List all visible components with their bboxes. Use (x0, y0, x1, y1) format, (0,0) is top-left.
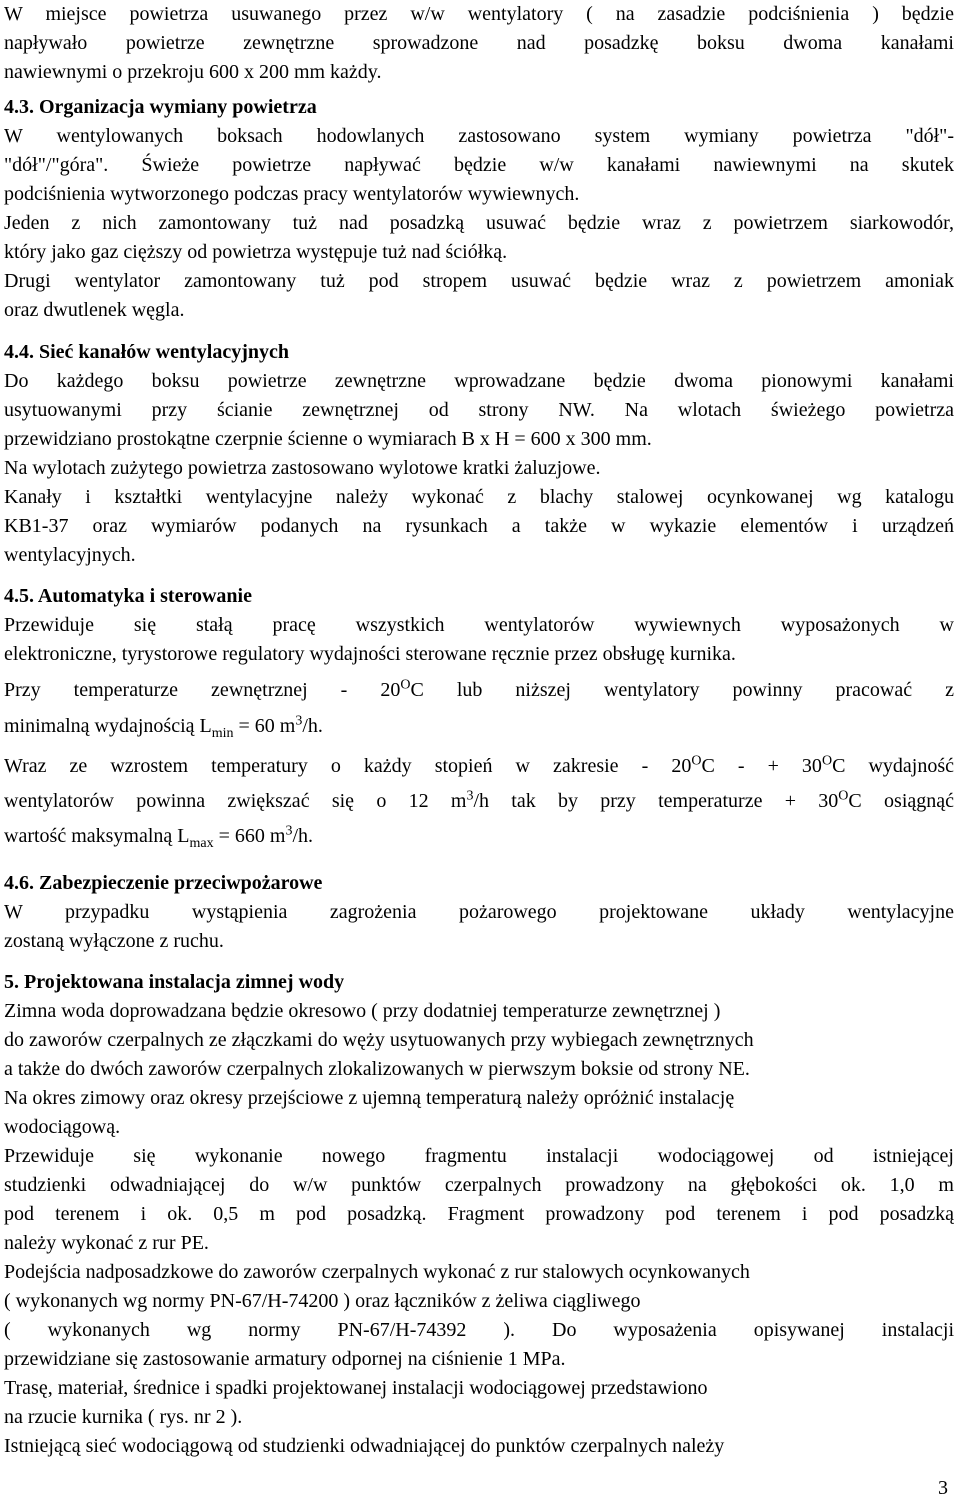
section-title: Organizacja wymiany powietrza (39, 96, 317, 118)
paragraph-line: Przewiduje się wykonanie nowego fragmentu instalacji wodociągowej od istniejącej (4, 1145, 954, 1167)
paragraph-line: podciśnienia wytworzonego podczas pracy wentylatorów wywiewnych. (4, 183, 580, 205)
section-heading-4-3 (4, 95, 954, 119)
section-heading-5 (4, 970, 954, 994)
paragraph-line: zostaną wyłączone z ruchu. (4, 930, 224, 952)
paragraph-line: pod terenem i ok. 0,5 m pod posadzką. Fragment prowadzony pod terenem i pod posadzką (4, 1203, 954, 1225)
paragraph-line: wodociągową. (4, 1116, 121, 1138)
paragraph-line: Drugi wentylator zamontowany tuż pod stropem usuwać będzie wraz z powietrzem amoniak (4, 270, 954, 292)
section-heading-4-6 (4, 871, 954, 895)
section-number: 4.4. (4, 341, 34, 363)
paragraph-line: przewidziane się zastosowanie armatury odpornej na ciśnienie 1 MPa. (4, 1348, 566, 1370)
paragraph-line: KB1-37 oraz wymiarów podanych na rysunkach a także w wykazie elementów i urządzeń (4, 515, 954, 537)
paragraph-line: Przewiduje się stałą pracę wszystkich wentylatorów wywiewnych wyposażonych w (4, 614, 954, 636)
paragraph-line: Zimna woda doprowadzana będzie okresowo ( przy dodatniej temperaturze zewnętrznej ) (4, 1000, 721, 1022)
paragraph-line: W miejsce powietrza usuwanego przez w/w wentylatory ( na zasadzie podciśnienia ) będzie (4, 3, 954, 25)
section-title: Projektowana instalacja zimnej wody (24, 971, 345, 993)
paragraph-line: który jako gaz cięższy od powietrza występuje tuż nad ściółką. (4, 241, 508, 263)
section-number: 4.5. (4, 585, 34, 607)
paragraph-line: na rzucie kurnika ( rys. nr 2 ). (4, 1406, 243, 1428)
section-heading-4-5 (4, 584, 954, 608)
formula-line: wartość maksymalną $L_{max} = 660$ $m^3/h$. (4, 824, 314, 848)
formula-line: minimalną wydajnością $L_{min} = 60$ $m^3/h$. (4, 714, 323, 738)
paragraph-line: ( wykonanych wg normy PN-67/H-74200 ) oraz łączników z żeliwa ciągliwego (4, 1290, 641, 1312)
paragraph-line: nawiewnymi o przekroju 600 x 200 mm każdy. (4, 61, 382, 83)
paragraph-line: Jeden z nich zamontowany tuż nad posadzką usuwać będzie wraz z powietrzem siarkowodór, (4, 212, 954, 234)
formula-line: wentylatorów powinna zwiększać się o 12 $m^3/h$ tak by przy temperaturze + $30^OC$ osiągnąć (4, 789, 954, 812)
section-number: 4.6. (4, 872, 34, 894)
paragraph-line: Kanały i kształtki wentylacyjne należy wykonać z blachy stalowej ocynkowanej wg katalogu (4, 486, 954, 508)
section-heading-4-4 (4, 340, 954, 364)
paragraph-line: elektroniczne, tyrystorowe regulatory wydajności sterowane ręcznie przez obsługę kurnika. (4, 643, 736, 665)
paragraph-line: ( wykonanych wg normy PN-67/H-74392 ). Do wyposażenia opisywanej instalacji (4, 1319, 954, 1341)
section-title: Zabezpieczenie przeciwpożarowe (39, 872, 323, 894)
paragraph-line: oraz dwutlenek węgla. (4, 299, 185, 321)
section-title: Sieć kanałów wentylacyjnych (39, 341, 289, 363)
paragraph-line: napływało powietrze zewnętrzne sprowadzone nad posadzkę boksu dwoma kanałami (4, 32, 954, 54)
paragraph-line: wentylacyjnych. (4, 544, 136, 566)
paragraph-line: "dół"/"góra". Świeże powietrze napływać będzie w/w kanałami nawiewnymi na skutek (4, 154, 954, 176)
paragraph-line: Do każdego boksu powietrze zewnętrzne wprowadzane będzie dwoma pionowymi kanałami (4, 370, 954, 392)
section-number: 4.3. (4, 96, 34, 118)
paragraph-line: usytuowanymi przy ścianie zewnętrznej od strony NW. Na wlotach świeżego powietrza (4, 399, 954, 421)
section-number: 5. (4, 971, 19, 993)
paragraph-line: Na okres zimowy oraz okresy przejściowe z ujemną temperaturą należy opróżnić instalację (4, 1087, 735, 1109)
paragraph-line: Podejścia nadposadzkowe do zaworów czerpalnych wykonać z rur stalowych ocynkowanych (4, 1261, 750, 1283)
paragraph-line: do zaworów czerpalnych ze złączkami do węży usytuowanych przy wybiegach zewnętrznych (4, 1029, 754, 1051)
paragraph-line: należy wykonać z rur PE. (4, 1232, 209, 1254)
page-number: 3 (938, 1477, 948, 1499)
paragraph-line: studzienki odwadniającej do w/w punktów czerpalnych prowadzony na głębokości ok. 1,0 m (4, 1174, 954, 1196)
paragraph-line: Trasę, materiał, średnice i spadki projektowanej instalacji wodociągowej przedstawiono (4, 1377, 708, 1399)
paragraph-line: W wentylowanych boksach hodowlanych zastosowano system wymiany powietrza "dół"- (4, 125, 954, 147)
paragraph-line: W przypadku wystąpienia zagrożenia pożarowego projektowane układy wentylacyjne (4, 901, 954, 923)
section-title: Automatyka i sterowanie (37, 585, 252, 607)
paragraph-line: przewidziano prostokątne czerpnie ścienne o wymiarach B x H = 600 x 300 mm. (4, 428, 652, 450)
formula-line: Przy temperaturze zewnętrznej - $20^OC$ lub niższej wentylatory powinny pracować z (4, 678, 954, 701)
formula-line: Wraz ze wzrostem temperatury o każdy stopień w zakresie - $20^OC$ - + $30^OC$ wydajność (4, 754, 954, 777)
paragraph-line: Na wylotach zużytego powietrza zastosowano wylotowe kratki żaluzjowe. (4, 457, 601, 479)
paragraph-line: a także do dwóch zaworów czerpalnych zlokalizowanych w pierwszym boksie od strony NE. (4, 1058, 750, 1080)
paragraph-line: Istniejącą sieć wodociągową od studzienki odwadniającej do punktów czerpalnych należy (4, 1435, 725, 1457)
